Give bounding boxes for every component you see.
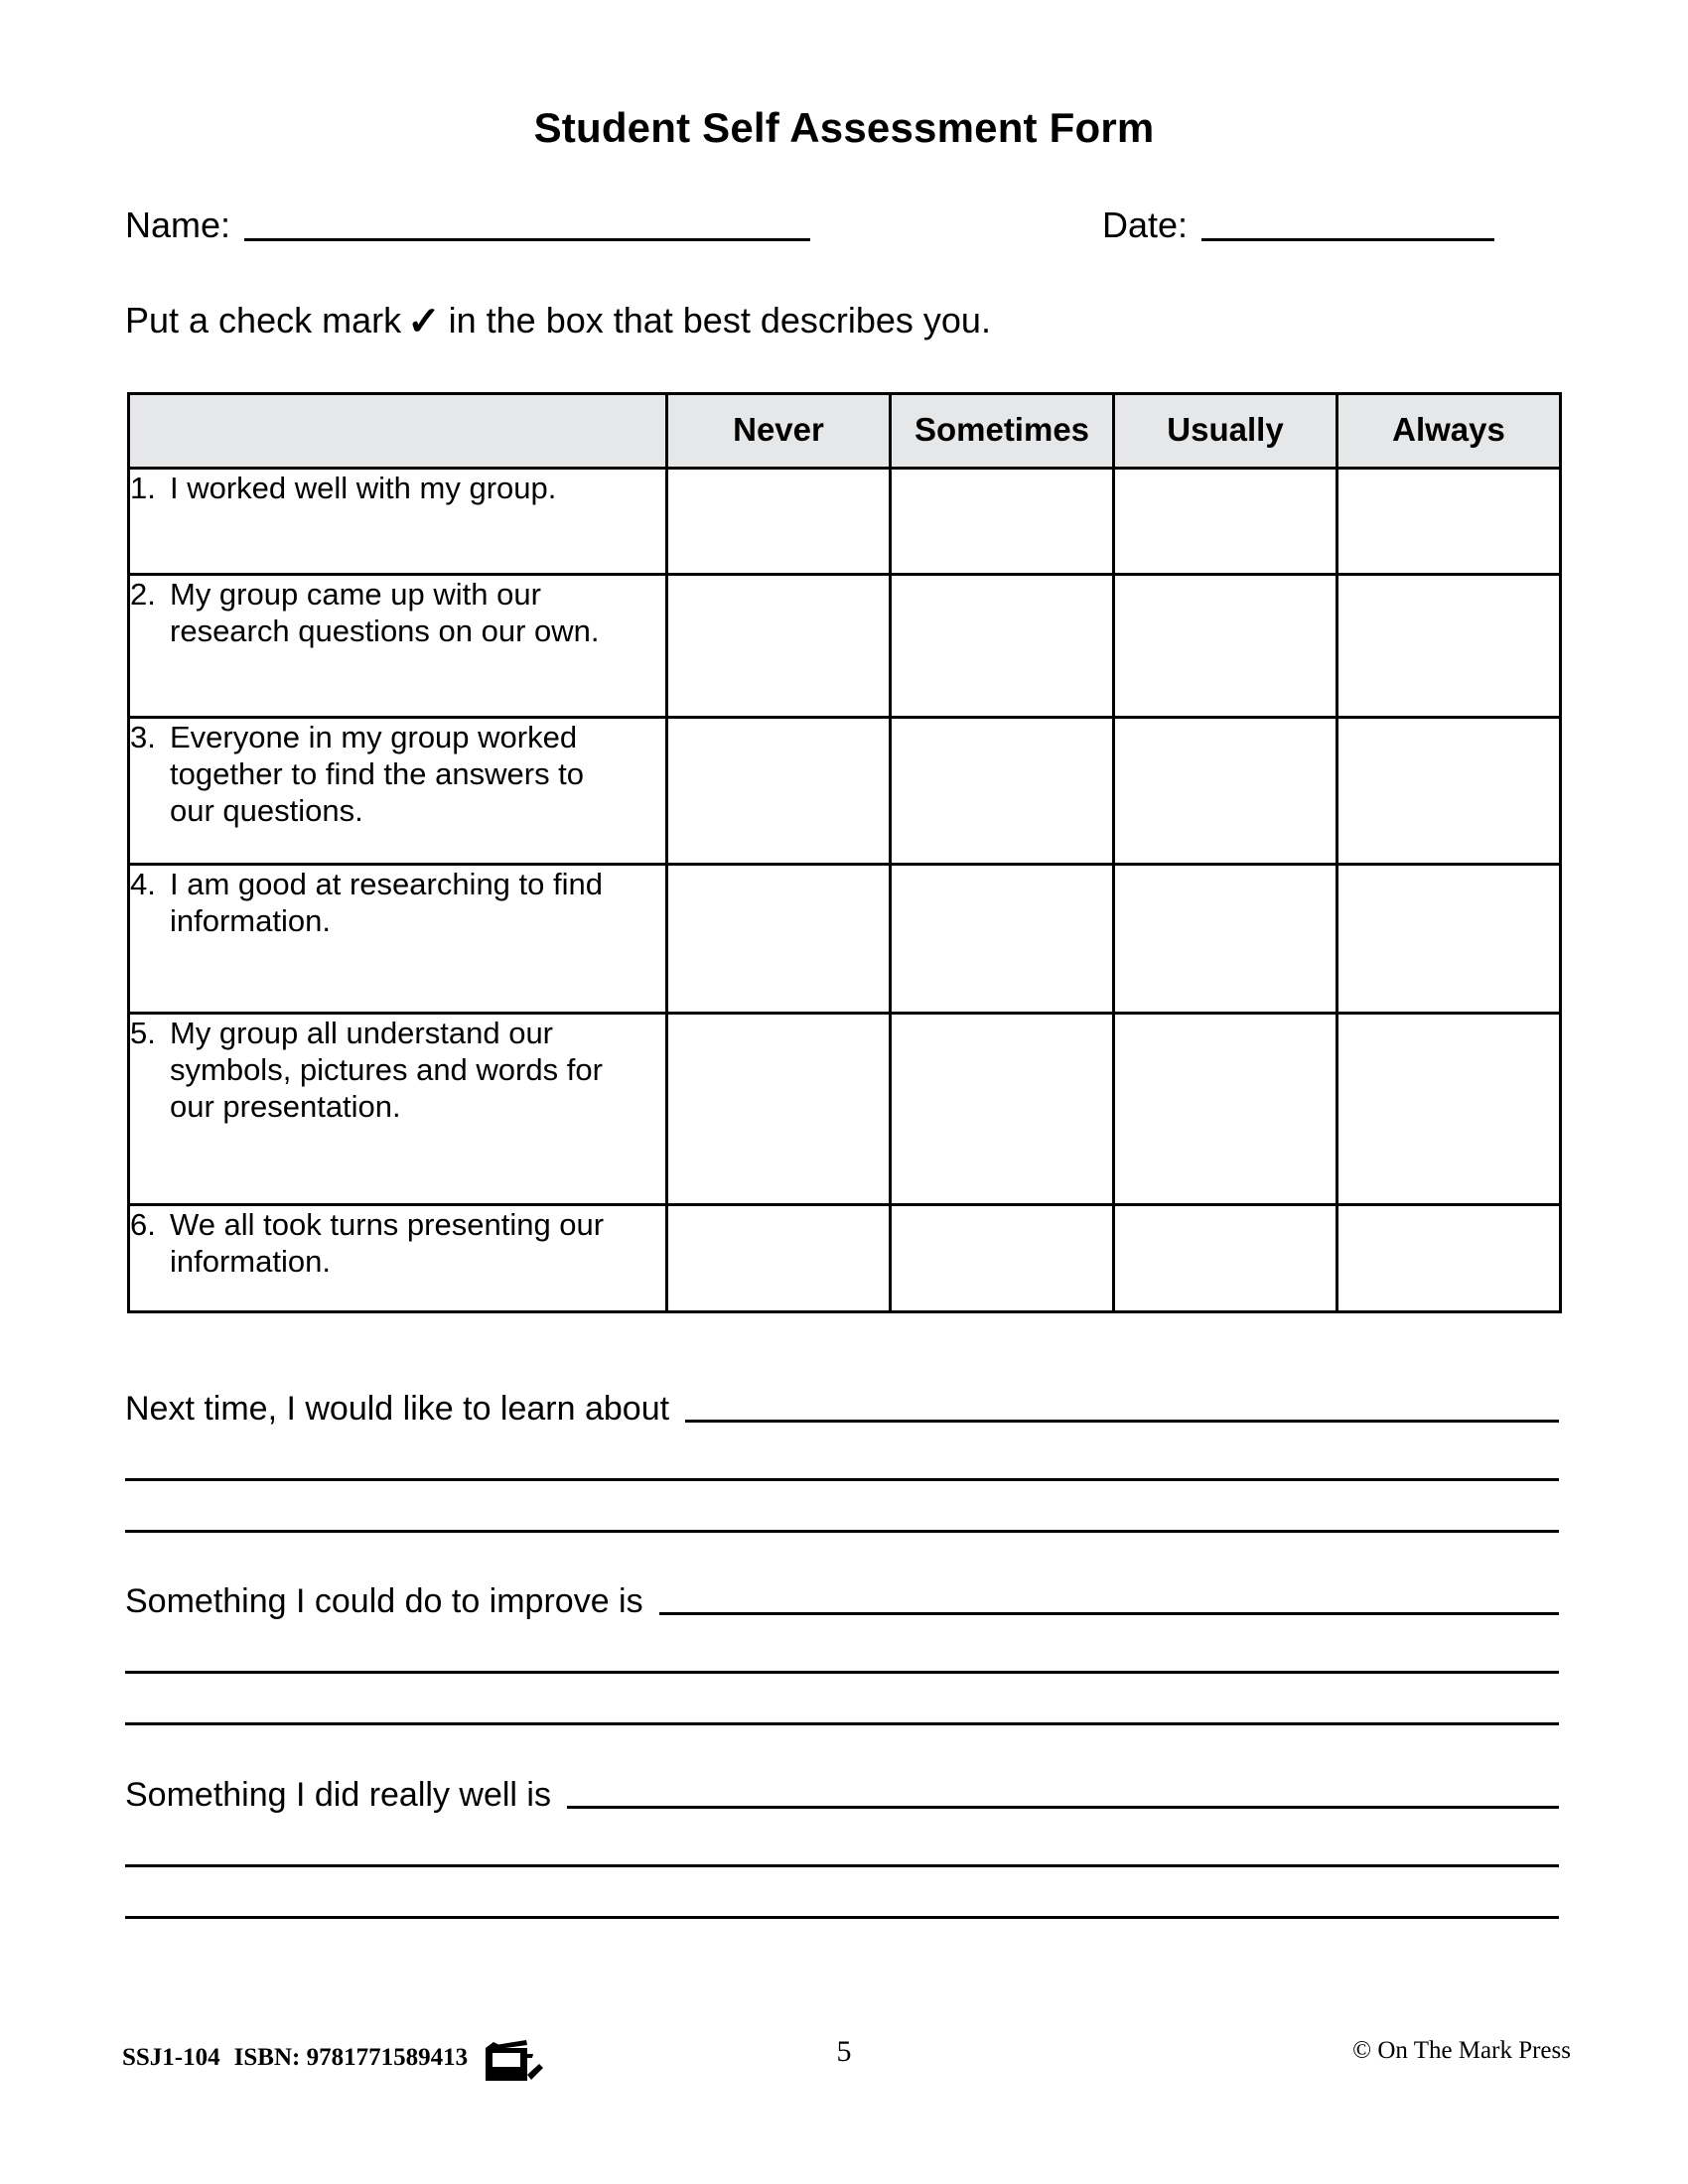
checkbox-cell-5-sometimes[interactable] <box>891 1014 1114 1205</box>
column-header-sometimes: Sometimes <box>891 394 1114 469</box>
did-well-answer-line-2[interactable] <box>125 1864 1559 1867</box>
checkbox-cell-3-never[interactable] <box>667 718 891 865</box>
table-header-row <box>129 394 1561 469</box>
prompt-answer-line-1[interactable] <box>685 1420 1559 1423</box>
name-field-group <box>125 204 810 247</box>
date-field-group <box>1102 204 1494 247</box>
column-header-usually: Usually <box>1114 394 1337 469</box>
checkbox-cell-6-usually[interactable] <box>1114 1205 1337 1312</box>
statement-cell-3 <box>129 718 667 865</box>
statement-number-3: 3. <box>130 720 156 754</box>
statement-number-5: 5. <box>130 1016 156 1050</box>
name-date-row <box>125 204 1565 257</box>
statement-number-6: 6. <box>130 1207 156 1242</box>
name-input-line[interactable] <box>244 238 810 241</box>
copyright-notice: © On The Mark Press <box>1352 2037 1571 2064</box>
statement-cell-5 <box>129 1014 667 1205</box>
statement-text-2: My group came up with our research questions on our own. <box>170 577 600 648</box>
checkbox-cell-4-always[interactable] <box>1337 865 1561 1014</box>
checkbox-cell-2-never[interactable] <box>667 575 891 718</box>
prompt-head <box>125 1574 1559 1622</box>
checkbox-cell-2-sometimes[interactable] <box>891 575 1114 718</box>
check-mark-icon: ✓ <box>407 300 441 343</box>
prompt-section-improve <box>125 1574 1559 1725</box>
checkbox-cell-4-usually[interactable] <box>1114 865 1337 1014</box>
checkbox-cell-2-usually[interactable] <box>1114 575 1337 718</box>
checkbox-cell-4-sometimes[interactable] <box>891 865 1114 1014</box>
prompt-section-did-well <box>125 1768 1559 1919</box>
prompt-head <box>125 1382 1559 1430</box>
statement-cell-6 <box>129 1205 667 1312</box>
date-label: Date: <box>1102 205 1189 245</box>
checkbox-cell-1-usually[interactable] <box>1114 469 1337 575</box>
prompt-section-next-time <box>125 1382 1559 1533</box>
checkbox-cell-1-sometimes[interactable] <box>891 469 1114 575</box>
checkbox-cell-3-sometimes[interactable] <box>891 718 1114 865</box>
checkbox-cell-6-always[interactable] <box>1337 1205 1561 1312</box>
page-title: Student Self Assessment Form <box>533 104 1155 151</box>
did-well-answer-line-3[interactable] <box>125 1916 1559 1919</box>
improve-answer-line-3[interactable] <box>125 1722 1559 1725</box>
table-body <box>129 469 1561 1312</box>
instruction-text-before: Put a check mark <box>125 300 402 341</box>
improve-answer-line-1[interactable] <box>659 1612 1559 1615</box>
statement-text-1: I worked well with my group. <box>170 471 557 505</box>
column-header-never: Never <box>667 394 891 469</box>
checkbox-cell-3-usually[interactable] <box>1114 718 1337 865</box>
product-code: SSJ1-104 <box>122 2044 220 2071</box>
checkbox-cell-1-always[interactable] <box>1337 469 1561 575</box>
table-row <box>129 1014 1561 1205</box>
table-row <box>129 469 1561 575</box>
improve-answer-line-2[interactable] <box>125 1671 1559 1674</box>
checkbox-cell-5-never[interactable] <box>667 1014 891 1205</box>
table-row <box>129 718 1561 865</box>
column-header-statement <box>129 394 667 469</box>
statement-text-4: I am good at researching to find information. <box>170 867 603 938</box>
checkbox-cell-4-never[interactable] <box>667 865 891 1014</box>
checkbox-cell-5-usually[interactable] <box>1114 1014 1337 1205</box>
statement-cell-2 <box>129 575 667 718</box>
checkbox-cell-5-always[interactable] <box>1337 1014 1561 1205</box>
instruction-line <box>125 298 991 342</box>
prompt-answer-line-2[interactable] <box>125 1478 1559 1481</box>
statement-cell-4 <box>129 865 667 1014</box>
instruction-text-after: in the box that best describes you. <box>448 300 991 341</box>
statement-text-3: Everyone in my group worked together to find the answers to our questions. <box>170 720 585 828</box>
date-input-line[interactable] <box>1201 238 1494 241</box>
prompt-answer-line-3[interactable] <box>125 1530 1559 1533</box>
statement-number-4: 4. <box>130 867 156 901</box>
checkbox-cell-2-always[interactable] <box>1337 575 1561 718</box>
column-header-always: Always <box>1337 394 1561 469</box>
isbn-text: ISBN: 9781771589413 <box>233 2044 469 2071</box>
statement-number-1: 1. <box>130 471 156 505</box>
checkbox-cell-1-never[interactable] <box>667 469 891 575</box>
statement-text-6: We all took turns presenting our information. <box>170 1207 605 1279</box>
prompt-label-did-well: Something I did really well is <box>125 1776 551 1814</box>
checkbox-cell-3-always[interactable] <box>1337 718 1561 865</box>
statement-text-5: My group all understand our symbols, pictures and words for our presentation. <box>170 1016 603 1124</box>
did-well-answer-line-1[interactable] <box>567 1806 1559 1809</box>
self-assessment-table <box>127 392 1562 1313</box>
page-number: 5 <box>836 2035 852 2068</box>
prompt-label-improve: Something I could do to improve is <box>125 1582 643 1620</box>
statement-cell-1 <box>129 469 667 575</box>
page-footer <box>0 2035 1688 2095</box>
checkbox-cell-6-never[interactable] <box>667 1205 891 1312</box>
statement-number-2: 2. <box>130 577 156 612</box>
checkbox-cell-6-sometimes[interactable] <box>891 1205 1114 1312</box>
prompt-head <box>125 1768 1559 1816</box>
table-row <box>129 1205 1561 1312</box>
table-row <box>129 865 1561 1014</box>
table-row <box>129 575 1561 718</box>
prompt-label-next-time: Next time, I would like to learn about <box>125 1390 670 1428</box>
name-label: Name: <box>125 205 231 245</box>
